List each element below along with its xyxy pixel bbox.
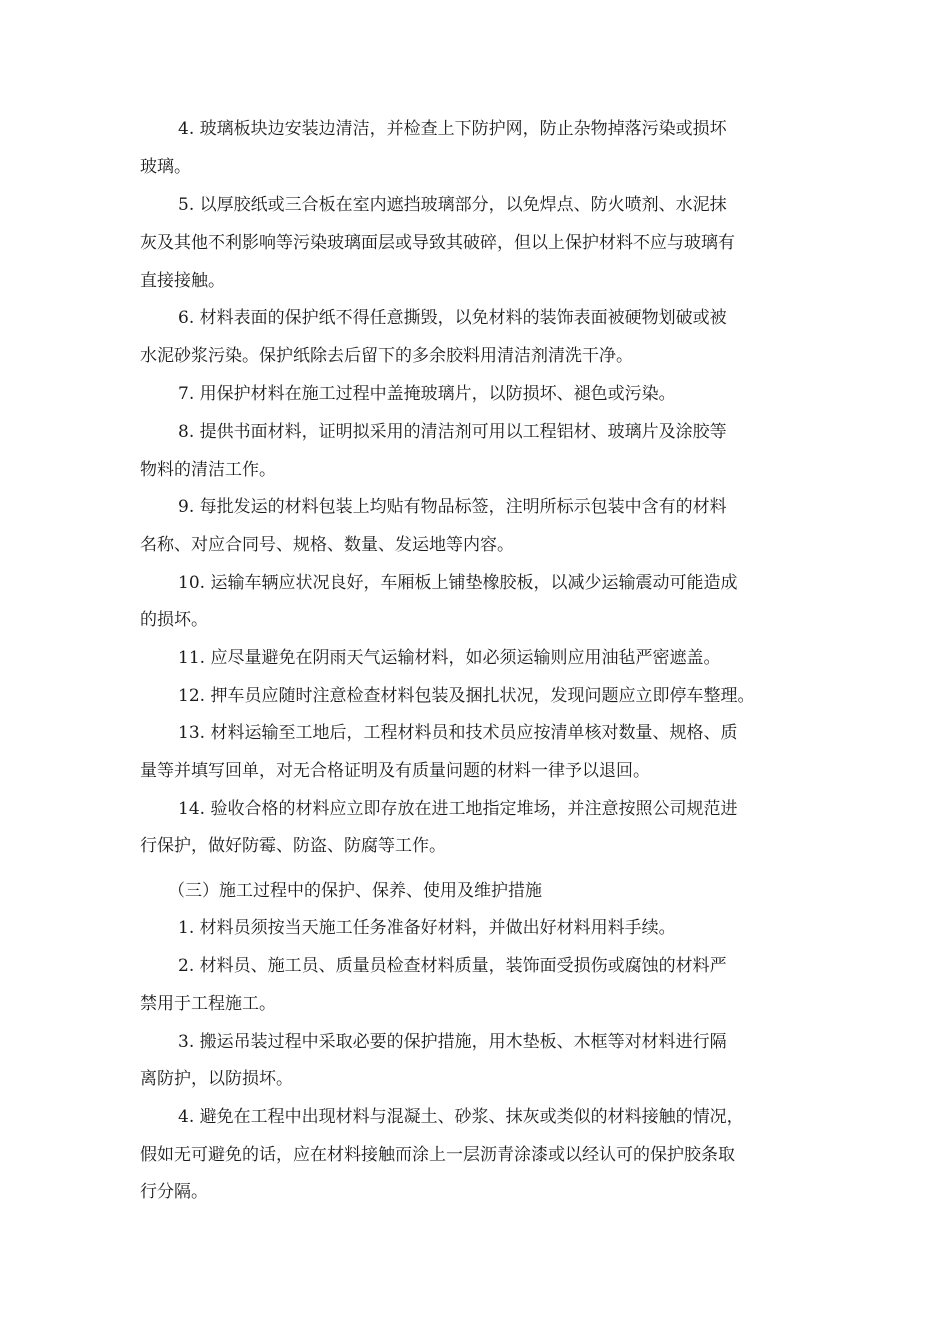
paragraph-line: 3. 搬运吊装过程中采取必要的保护措施，用木垫板、木框等对材料进行隔 xyxy=(178,1032,727,1052)
paragraph-line: 物料的清洁工作。 xyxy=(140,460,276,480)
paragraph-line: 行保护，做好防霉、防盗、防腐等工作。 xyxy=(140,836,446,856)
paragraph-line: 玻璃。 xyxy=(140,157,191,177)
paragraph-line: 的损坏。 xyxy=(140,610,208,630)
paragraph-line: 假如无可避免的话，应在材料接触而涂上一层沥青涂漆或以经认可的保护胶条取 xyxy=(140,1145,735,1165)
paragraph-line: 10. 运输车辆应状况良好，车厢板上铺垫橡胶板，以减少运输震动可能造成 xyxy=(178,573,738,593)
paragraph-line: 11. 应尽量避免在阴雨天气运输材料，如必须运输则应用油毡严密遮盖。 xyxy=(178,648,721,668)
paragraph-line: 量等并填写回单，对无合格证明及有质量问题的材料一律予以退回。 xyxy=(140,761,650,781)
paragraph-line: 2. 材料员、施工员、质量员检查材料质量，装饰面受损伤或腐蚀的材料严 xyxy=(178,956,727,976)
paragraph-line: 13. 材料运输至工地后，工程材料员和技术员应按清单核对数量、规格、质 xyxy=(178,723,738,743)
paragraph-line: 禁用于工程施工。 xyxy=(140,994,276,1014)
paragraph-line: 灰及其他不利影响等污染玻璃面层或导致其破碎，但以上保护材料不应与玻璃有 xyxy=(140,233,735,253)
paragraph-line: 7. 用保护材料在施工过程中盖掩玻璃片，以防损坏、褪色或污染。 xyxy=(178,384,676,404)
paragraph-line: 直接接触。 xyxy=(140,271,225,291)
section-heading: （三）施工过程中的保护、保养、使用及维护措施 xyxy=(168,881,542,901)
paragraph-line: 5. 以厚胶纸或三合板在室内遮挡玻璃部分，以免焊点、防火喷剂、水泥抹 xyxy=(178,195,727,215)
paragraph-line: 6. 材料表面的保护纸不得任意撕毁，以免材料的装饰表面被硬物划破或被 xyxy=(178,308,727,328)
paragraph-line: 14. 验收合格的材料应立即存放在进工地指定堆场，并注意按照公司规范进 xyxy=(178,799,738,819)
paragraph-line: 12. 押车员应随时注意检查材料包装及捆扎状况，发现问题应立即停车整理。 xyxy=(178,686,755,706)
paragraph-line: 水泥砂浆污染。保护纸除去后留下的多余胶料用清洁剂清洗干净。 xyxy=(140,346,633,366)
paragraph-line: 4. 避免在工程中出现材料与混凝土、砂浆、抹灰或类似的材料接触的情况， xyxy=(178,1107,744,1127)
paragraph-line: 1. 材料员须按当天施工任务准备好材料，并做出好材料用料手续。 xyxy=(178,918,676,938)
paragraph-line: 9. 每批发运的材料包装上均贴有物品标签，注明所标示包装中含有的材料 xyxy=(178,497,727,517)
paragraph-line: 名称、对应合同号、规格、数量、发运地等内容。 xyxy=(140,535,514,555)
paragraph-line: 4. 玻璃板块边安装边清洁，并检查上下防护网，防止杂物掉落污染或损坏 xyxy=(178,119,727,139)
paragraph-line: 行分隔。 xyxy=(140,1182,208,1202)
paragraph-line: 离防护，以防损坏。 xyxy=(140,1069,293,1089)
paragraph-line: 8. 提供书面材料，证明拟采用的清洁剂可用以工程铝材、玻璃片及涂胶等 xyxy=(178,422,727,442)
